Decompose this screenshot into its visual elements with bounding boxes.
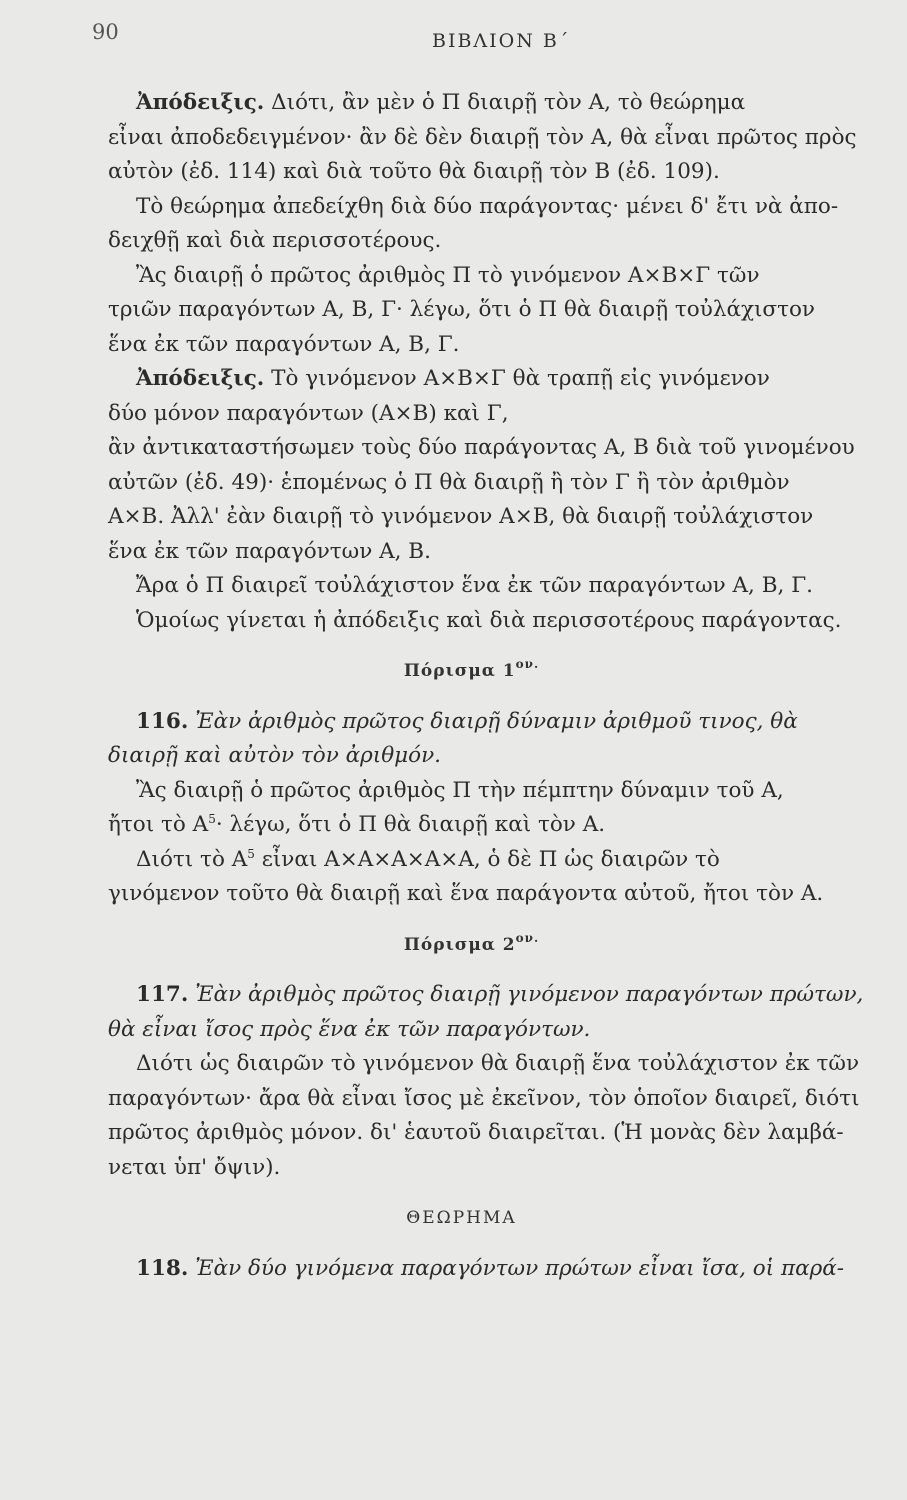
line-text: ΘΕΩΡΗΜΑ <box>406 1208 517 1228</box>
text-line <box>0 978 907 1013</box>
line-text: αὐτὸν (ἐδ. 114) καὶ διὰ τοῦτο θὰ διαιρῇ τὸν Β (ἐδ. 109). <box>108 159 720 184</box>
line-text: Τὸ θεώρημα ἀπεδείχθη διὰ δύο παράγοντας· μένει δ' ἔτι νὰ ἀπο- <box>136 193 839 219</box>
line-text: αὐτῶν (ἐδ. 49)· ἑπομένως ὁ Π θὰ διαιρῇ ἢ τὸν Γ ἢ τὸν ἀριθμὸν <box>108 469 790 495</box>
page-header <box>0 20 907 60</box>
running-title: ΒΙΒΛΙΟΝ Β΄ <box>432 30 571 52</box>
title-line <box>0 1201 907 1236</box>
text-line <box>0 604 907 639</box>
line-text: νεται ὑπ' ὄψιν). <box>108 1154 281 1180</box>
line-text: Ἂς διαιρῇ ὁ πρῶτος ἀριθμὸς Π τὴν πέμπτην δύναμιν τοῦ Α, <box>136 777 784 803</box>
proof-label: Ἀπόδειξις. <box>136 90 265 115</box>
text-line <box>0 1082 907 1117</box>
text-line <box>0 843 907 878</box>
line-text: Ἂς διαιρῇ ὁ πρῶτος ἀριθμὸς Π τὸ γινόμενον Α×Β×Γ τῶν <box>136 262 760 288</box>
line-text: δειχθῇ καὶ διὰ περισσοτέρους. <box>108 228 442 253</box>
line-text: Διότι, ἂν μὲν ὁ Π διαιρῇ τὸν Α, τὸ θεώρημα <box>264 90 746 115</box>
text-line <box>0 1151 907 1186</box>
proof-label: Ἀπόδειξις. <box>136 366 265 391</box>
text-line <box>0 569 907 604</box>
text-line <box>0 224 907 259</box>
line-text: θὰ εἶναι ἴσος πρὸς ἕνα ἐκ τῶν παραγόντων. <box>108 1016 591 1042</box>
line-text: Ἄρα ὁ Π διαιρεῖ τοὐλάχιστον ἕνα ἐκ τῶν παραγόντων Α, Β, Γ. <box>136 573 813 598</box>
heading-line <box>0 928 907 963</box>
text-line <box>0 431 907 466</box>
article-number: 118. <box>136 1255 189 1281</box>
text-line <box>0 500 907 535</box>
line-text: γινόμενον τοῦτο θὰ διαιρῇ καὶ ἕνα παράγοντα αὐτοῦ, ἤτοι τὸν Α. <box>108 881 824 906</box>
text-line <box>0 739 907 774</box>
article-number: 116. <box>136 708 189 734</box>
text-line <box>0 1116 907 1151</box>
superscript: ον. <box>515 930 540 945</box>
line-text: παραγόντων· ἄρα θὰ εἶναι ἴσος μὲ ἐκεῖνον, τὸν ὁποῖον διαιρεῖ, διότι <box>108 1085 860 1111</box>
article-number: 117. <box>136 982 189 1007</box>
text-line <box>0 1252 907 1287</box>
line-text: δύο μόνον παραγόντων (Α×Β) καὶ Γ, <box>108 400 509 426</box>
text-line <box>0 293 907 328</box>
text-line <box>0 466 907 501</box>
superscript: 5 <box>247 846 255 861</box>
text-line <box>0 774 907 809</box>
line-text: Ὁμοίως γίνεται ἡ ἀπόδειξις καὶ διὰ περισσοτέρους παράγοντας. <box>136 607 842 633</box>
text-line <box>0 328 907 363</box>
heading-line <box>0 654 907 689</box>
text-line <box>0 259 907 294</box>
text-line <box>0 1047 907 1082</box>
text-line <box>0 121 907 156</box>
line-text: τριῶν παραγόντων Α, Β, Γ· λέγω, ὅτι ὁ Π θὰ διαιρῇ τοὐλάχιστον <box>108 297 816 322</box>
text-line <box>0 397 907 432</box>
line-text: Πόρισμα 1 <box>403 661 516 681</box>
line-text: ἕνα ἐκ τῶν παραγόντων Α, Β, Γ. <box>108 331 460 357</box>
line-text: Πόρισμα 2 <box>403 934 516 955</box>
line-text: εἶναι ἀποδεδειγμένον· ἂν δὲ δὲν διαιρῇ τὸν Α, θὰ εἶναι πρῶτος πρὸς <box>108 124 857 150</box>
line-text: Διότι ὡς διαιρῶν τὸ γινόμενον θὰ διαιρῇ ἕνα τοὐλάχιστον ἐκ τῶν <box>136 1051 860 1076</box>
line-text: Α×Β. Ἀλλ' ἐὰν διαιρῇ τὸ γινόμενον Α×Β, θὰ διαιρῇ τοὐλάχιστον <box>108 504 814 529</box>
text-line <box>0 705 907 740</box>
superscript: ον. <box>515 657 540 671</box>
line-text: Ἐὰν ἀριθμὸς πρῶτος διαιρῇ γινόμενον παραγόντων πρώτων, <box>188 982 864 1007</box>
line-text: ἂν ἀντικαταστήσωμεν τοὺς δύο παράγοντας Α, Β διὰ τοῦ γινομένου <box>108 435 855 460</box>
line-text: πρῶτος ἀριθμὸς μόνον. δι' ἑαυτοῦ διαιρεῖται. (Ἡ μονὰς δὲν λαμβά- <box>108 1120 844 1145</box>
line-text: Ἐὰν ἀριθμὸς πρῶτος διαιρῇ δύναμιν ἀριθμοῦ τινος, θὰ <box>188 708 798 734</box>
line-text: διαιρῇ καὶ αὐτὸν τὸν ἀριθμόν. <box>108 743 441 768</box>
line-text: Τὸ γινόμενον Α×Β×Γ θὰ τραπῇ εἰς γινόμενον <box>264 366 770 391</box>
text-line <box>0 877 907 912</box>
text-line <box>0 362 907 397</box>
page-body <box>0 86 907 1286</box>
line-text: ἤτοι τὸ Α <box>108 812 209 837</box>
superscript: 5 <box>208 812 216 826</box>
text-line <box>0 155 907 190</box>
line-text-continued: · λέγω, ὅτι ὁ Π θὰ διαιρῇ καὶ τὸν Α. <box>215 812 606 837</box>
line-text: ἕνα ἐκ τῶν παραγόντων Α, Β. <box>108 538 431 564</box>
text-line <box>0 190 907 225</box>
text-line <box>0 808 907 843</box>
line-text: Ἐὰν δύο γινόμενα παραγόντων πρώτων εἶναι ἴσα, οἱ παρά- <box>188 1255 845 1281</box>
page-number: 90 <box>92 20 119 44</box>
line-text-continued: εἶναι Α×Α×Α×Α×Α, ὁ δὲ Π ὡς διαιρῶν τὸ <box>254 846 720 872</box>
text-line <box>0 535 907 570</box>
text-line <box>0 1013 907 1048</box>
line-text: Διότι τὸ Α <box>136 846 248 872</box>
text-line <box>0 86 907 121</box>
